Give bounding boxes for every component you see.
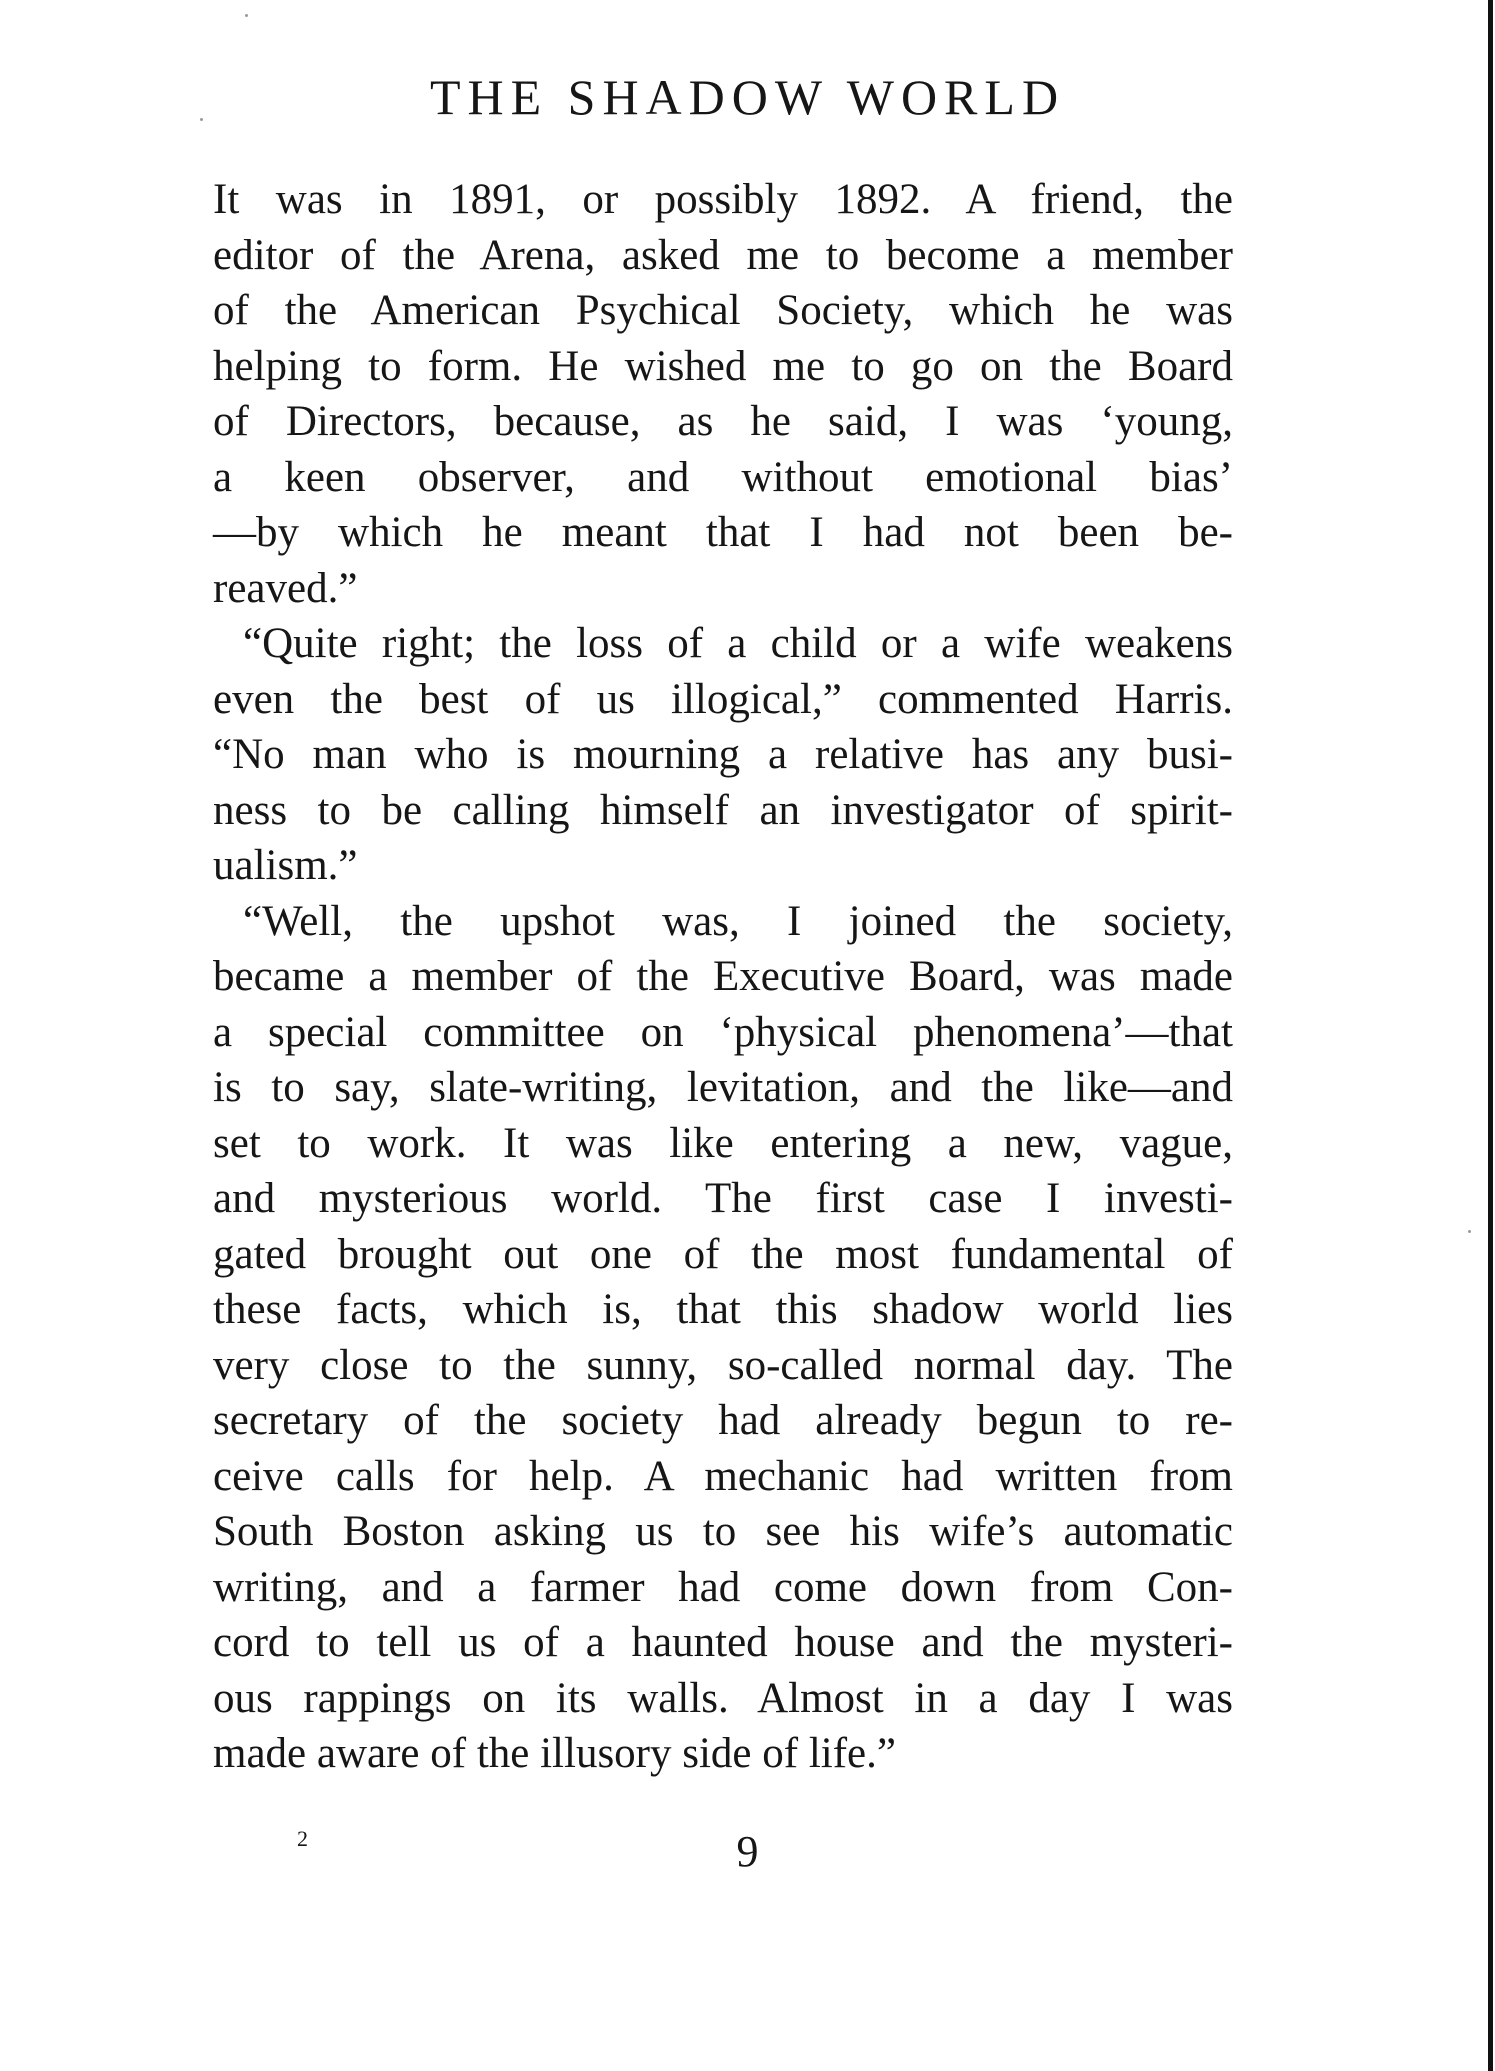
running-head: THE SHADOW WORLD: [429, 69, 1066, 125]
text-line: is to say, slate-writing, levitation, and the like—and: [213, 1064, 1233, 1111]
page-edge-shadow: [1488, 0, 1493, 2071]
text-line: of the American Psychical Society, which he was: [213, 287, 1233, 334]
paragraph-3: [213, 894, 1233, 1782]
scan-speck: [245, 14, 248, 17]
text-line: helping to form. He wished me to go on the Board: [213, 342, 1233, 390]
text-line: ceive calls for help. A mechanic had written from: [213, 1452, 1233, 1500]
text-line: very close to the sunny, so-called normal day. The: [213, 1341, 1233, 1389]
text-line: “Well, the upshot was, I joined the society,: [243, 897, 1233, 945]
text-line: a special committee on ‘physical phenomena’—that: [213, 1008, 1233, 1056]
text-line: —by which he meant that I had not been be-: [213, 509, 1233, 556]
text-line: editor of the Arena, asked me to become a member: [213, 231, 1233, 279]
text-line: these facts, which is, that this shadow world lies: [213, 1286, 1233, 1333]
body-text: [213, 172, 1233, 1782]
text-line: It was in 1891, or possibly 1892. A friend, the: [213, 176, 1233, 223]
text-line: writing, and a farmer had come down from Con-: [213, 1563, 1233, 1611]
text-line: reaved.”: [213, 564, 358, 612]
scan-speck: [1468, 1230, 1471, 1233]
text-line: became a member of the Executive Board, was made: [213, 953, 1233, 1000]
page-number: 9: [736, 1827, 759, 1876]
text-line: ness to be calling himself an investigator of spirit-: [213, 786, 1233, 834]
paragraph-2: [213, 616, 1233, 894]
text-line: a keen observer, and without emotional bias’: [213, 453, 1233, 501]
text-line: South Boston asking us to see his wife’s automatic: [213, 1508, 1233, 1555]
text-line: gated brought out one of the most fundamental of: [213, 1230, 1233, 1278]
text-line: even the best of us illogical,” commented Harris.: [213, 675, 1233, 723]
text-line: secretary of the society had already begun to re-: [213, 1397, 1233, 1444]
text-line: “Quite right; the loss of a child or a wife weakens: [243, 620, 1233, 667]
text-line: ous rappings on its walls. Almost in a day I was: [213, 1674, 1233, 1722]
text-line: “No man who is mourning a relative has any busi-: [213, 731, 1233, 778]
signature-mark: 2: [297, 1826, 308, 1851]
text-line: cord to tell us of a haunted house and the mysteri-: [213, 1619, 1233, 1666]
paragraph-1: [213, 172, 1233, 616]
text-line: ualism.”: [213, 842, 358, 889]
text-line: set to work. It was like entering a new, vague,: [213, 1119, 1233, 1167]
text-line: and mysterious world. The first case I investi-: [213, 1175, 1233, 1222]
text-line: made aware of the illusory side of life.”: [213, 1730, 896, 1777]
text-line: of Directors, because, as he said, I was ‘young,: [213, 398, 1233, 445]
